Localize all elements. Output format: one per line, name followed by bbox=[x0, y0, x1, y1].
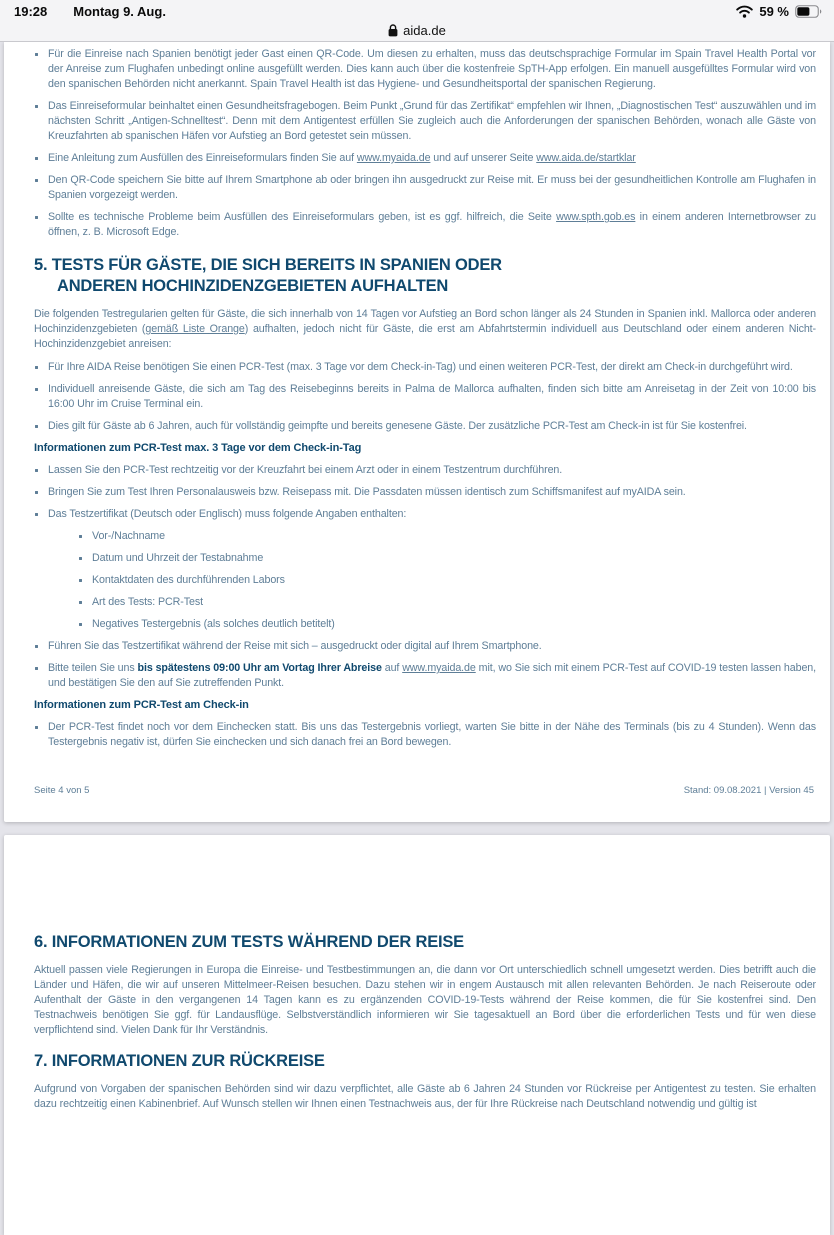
list-item bbox=[34, 360, 816, 375]
browser-chrome bbox=[0, 0, 834, 42]
bullet-text: Eine Anleitung zum Ausfüllen des Einreiseformulars finden Sie auf bbox=[48, 152, 357, 164]
subheading-pcr-checkin: Informationen zum PCR-Test am Check-in bbox=[34, 699, 249, 711]
link-myaida[interactable]: www.myaida.de bbox=[402, 662, 476, 674]
bullet-text: Dies gilt für Gäste ab 6 Jahren, auch für vollständig geimpfte und bereits genesene Gäste. Der zusätzliche PCR-Test am Check-in ist für Sie kostenfrei. bbox=[48, 420, 747, 432]
page-footer bbox=[34, 785, 814, 796]
pdf-page-5 bbox=[4, 835, 830, 1235]
link-liste-orange[interactable]: gemäß Liste Orange bbox=[145, 323, 245, 335]
list-item bbox=[34, 382, 816, 412]
bullet-text: in einem anderen Internetbrowser zu öffnen, z. B. Microsoft Edge. bbox=[48, 211, 816, 238]
link-aida-startklar[interactable]: www.aida.de/startklar bbox=[536, 152, 636, 164]
bullet-text: und auf unserer Seite bbox=[430, 152, 537, 164]
link-spth[interactable]: www.spth.gob.es bbox=[556, 211, 636, 223]
bullet-text: Den QR-Code speichern Sie bitte auf Ihrem Smartphone ab oder bringen ihn ausgedruckt zur Reise mit. Er muss bei der gesundheitlichen Kontrolle am Flughafen in Spanien vorgezeigt werden. bbox=[48, 174, 816, 201]
lock-icon bbox=[388, 24, 398, 37]
bullet-text: mit, wo Sie sich mit einem PCR-Test auf COVID-19 testen lassen haben, und bestätigen Sie den auf Sie zutreffenden Punkt. bbox=[48, 662, 816, 689]
list-item bbox=[34, 151, 816, 166]
status-time: 19:28 bbox=[14, 3, 48, 19]
list-item bbox=[34, 463, 816, 478]
bullet-text: Bringen Sie zum Test Ihren Personalausweis bzw. Reisepass mit. Die Passdaten müssen identisch zum Schiffsmanifest auf myAIDA sein. bbox=[48, 486, 686, 498]
list-item bbox=[78, 595, 816, 610]
intro-text: ) aufhalten, jedoch nicht für Gäste, die erst am Abfahrtstermin individuell aus Deutschland oder einem anderen Nicht-Hochinzidenzgebiet anreisen: bbox=[34, 323, 817, 350]
list-item bbox=[78, 551, 816, 566]
section-6-paragraph: Aktuell passen viele Regierungen in Europa die Einreise- und Testbestimmungen an, die dann vor Ort unterschiedlich schnell umgesetzt werden. Dies betrifft auch die Länder und Häfen, die wir auf unseren Mittelmeer-Reisen besuchen. Dazu stehen wir in engem Austausch mit allen relevanten Behörden. Je nach Reiseroute oder Aufenthalt der Gäste in den vergangenen 14 Tagen kann es zu ergänzenden COVID-19-Tests während der Reise kommen, die für Sie kostenfrei sind. Den Testnachweis benötigen Sie ggf. für Landausflüge. Selbstverständlich informieren wir Sie tagesaktuell an Bord über die erforderlichen Tests und für wen diese verpflichtend sind. Vielen Dank für Ihr Verständnis. bbox=[34, 964, 816, 1036]
list-item bbox=[34, 173, 816, 203]
version-stamp: Stand: 09.08.2021 | Version 45 bbox=[683, 785, 814, 796]
bullet-text: Für die Einreise nach Spanien benötigt jeder Gast einen QR-Code. Um diesen zu erhalten, muss das deutschsprachige Formular im Spain Travel Health Portal vor der Anreise zum Flughafen unbedingt online ausgefüllt werden. Dies kann auch über die kostenfreie SpTH-App erfolgen. Ein manuell ausgefülltes Formular wird von den spanischen Behörden nicht anerkannt. Spain Travel Health ist das Hygiene- und Gesundheitsportal der spanischen Regierung. bbox=[48, 48, 816, 90]
bullet-text: Datum und Uhrzeit der Testabnahme bbox=[92, 552, 264, 564]
pretest-bullet-list bbox=[34, 463, 816, 691]
pdf-page-4 bbox=[4, 42, 830, 822]
bullet-text: Negatives Testergebnis (als solches deutlich betitelt) bbox=[92, 618, 335, 630]
url-domain: aida.de bbox=[403, 22, 446, 38]
list-item bbox=[34, 99, 816, 144]
list-item bbox=[34, 507, 816, 632]
bullet-text: Vor-/Nachname bbox=[92, 530, 165, 542]
section-5-intro bbox=[34, 307, 816, 352]
section-6-heading: 6. INFORMATIONEN ZUM TESTS WÄHREND DER REISE bbox=[34, 933, 464, 951]
section-5-bullet-list bbox=[34, 360, 816, 434]
link-myaida[interactable]: www.myaida.de bbox=[356, 152, 431, 164]
list-item bbox=[78, 529, 816, 544]
list-item bbox=[78, 573, 816, 588]
certificate-item-list bbox=[78, 529, 816, 632]
bullet-text: Der PCR-Test findet noch vor dem Einchecken statt. Bis uns das Testergebnis vorliegt, warten Sie bitte in der Nähe des Terminals (bis zu 4 Stunden). Wenn das Testergebnis negativ ist, dürfen Sie einchecken und sich danach frei an Bord bewegen. bbox=[48, 721, 816, 748]
wifi-icon bbox=[736, 5, 753, 18]
battery-percent: 59 % bbox=[759, 3, 789, 19]
list-item bbox=[34, 661, 816, 691]
entry-form-bullet-list bbox=[34, 47, 816, 240]
bullet-text: Kontaktdaten des durchführenden Labors bbox=[92, 574, 285, 586]
list-item bbox=[34, 47, 816, 92]
page-number: Seite 4 von 5 bbox=[34, 785, 90, 796]
url-bar[interactable] bbox=[0, 20, 834, 40]
checkin-bullet-list bbox=[34, 720, 816, 750]
deadline-emphasis: bis spätestens 09:00 Uhr am Vortag Ihrer Abreise bbox=[137, 662, 382, 674]
section-7-heading: 7. INFORMATIONEN ZUR RÜCKREISE bbox=[34, 1052, 325, 1070]
list-item bbox=[34, 485, 816, 500]
list-item bbox=[34, 210, 816, 240]
bullet-text: Art des Tests: PCR-Test bbox=[92, 596, 203, 608]
section-7-paragraph: Aufgrund von Vorgaben der spanischen Behörden sind wir dazu verpflichtet, alle Gäste ab 6 Jahren 24 Stunden vor Rückreise per Antigentest zu testen. Sie erhalten dazu rechtzeitig einen Kabinenbrief. Auf Wunsch stellen wir Ihnen einen Testnachweis aus, der für Ihre Rückreise nach Deutschland notwendig und gültig ist bbox=[34, 1083, 816, 1110]
bullet-text: Für Ihre AIDA Reise benötigen Sie einen PCR-Test (max. 3 Tage vor dem Check-in-Tag) und einen weiteren PCR-Test, der direkt am Check-in durchgeführt wird. bbox=[48, 361, 793, 373]
list-item bbox=[78, 617, 816, 632]
list-item bbox=[34, 639, 816, 654]
status-date: Montag 9. Aug. bbox=[73, 3, 166, 19]
intro-text: Die folgenden Testregularien gelten für Gäste, die sich innerhalb von 14 Tagen vor Aufstieg an Bord schon länger als 24 Stunden in Spanien inkl. Mallorca oder anderen Hochinzidenzgebieten ( bbox=[34, 308, 816, 335]
list-item bbox=[34, 720, 816, 750]
list-item bbox=[34, 419, 816, 434]
bullet-text: Sollte es technische Probleme beim Ausfüllen des Einreiseformulars geben, ist es ggf. hilfreich, die Seite bbox=[48, 211, 557, 223]
subheading-pcr-pretest: Informationen zum PCR-Test max. 3 Tage vor dem Check-in-Tag bbox=[34, 442, 362, 454]
bullet-text: Lassen Sie den PCR-Test rechtzeitig vor der Kreuzfahrt bei einem Arzt oder in einem Testzentrum durchführen. bbox=[48, 464, 563, 476]
bullet-text: Das Testzertifikat (Deutsch oder Englisch) muss folgende Angaben enthalten: bbox=[48, 508, 407, 520]
heading-line: ANDEREN HOCHINZIDENZGEBIETEN AUFHALTEN bbox=[57, 277, 449, 295]
bullet-text: Bitte teilen Sie uns bbox=[48, 662, 138, 674]
status-bar bbox=[0, 0, 834, 22]
heading-line: 5. TESTS FÜR GÄSTE, DIE SICH BEREITS IN SPANIEN ODER bbox=[34, 256, 502, 274]
bullet-text: Das Einreiseformular beinhaltet einen Gesundheitsfragebogen. Beim Punkt „Grund für das Zertifikat“ empfehlen wir Ihnen, „Diagnostischen Test“ auszuwählen und im nächsten Schritt „Antigen-Schnelltest“. Denn mit dem Antigentest erfüllen Sie zugleich auch die Anforderungen der spanischen Behörden, wonach alle Gäste von Kreuzfahrten ab spanischen Häfen vor Aufstieg an Bord getestet sein müssen. bbox=[48, 100, 816, 142]
bullet-text: auf bbox=[381, 662, 403, 674]
section-5-heading bbox=[34, 255, 816, 297]
battery-icon bbox=[795, 5, 822, 18]
bullet-text: Individuell anreisende Gäste, die sich am Tag des Reisebeginns bereits in Palma de Mallorca aufhalten, finden sich bitte am Anreisetag in der Zeit von 10:00 bis 16:00 Uhr im Cruise Terminal ein. bbox=[48, 383, 816, 410]
bullet-text: Führen Sie das Testzertifikat während der Reise mit sich – ausgedruckt oder digital auf Ihrem Smartphone. bbox=[48, 640, 542, 652]
